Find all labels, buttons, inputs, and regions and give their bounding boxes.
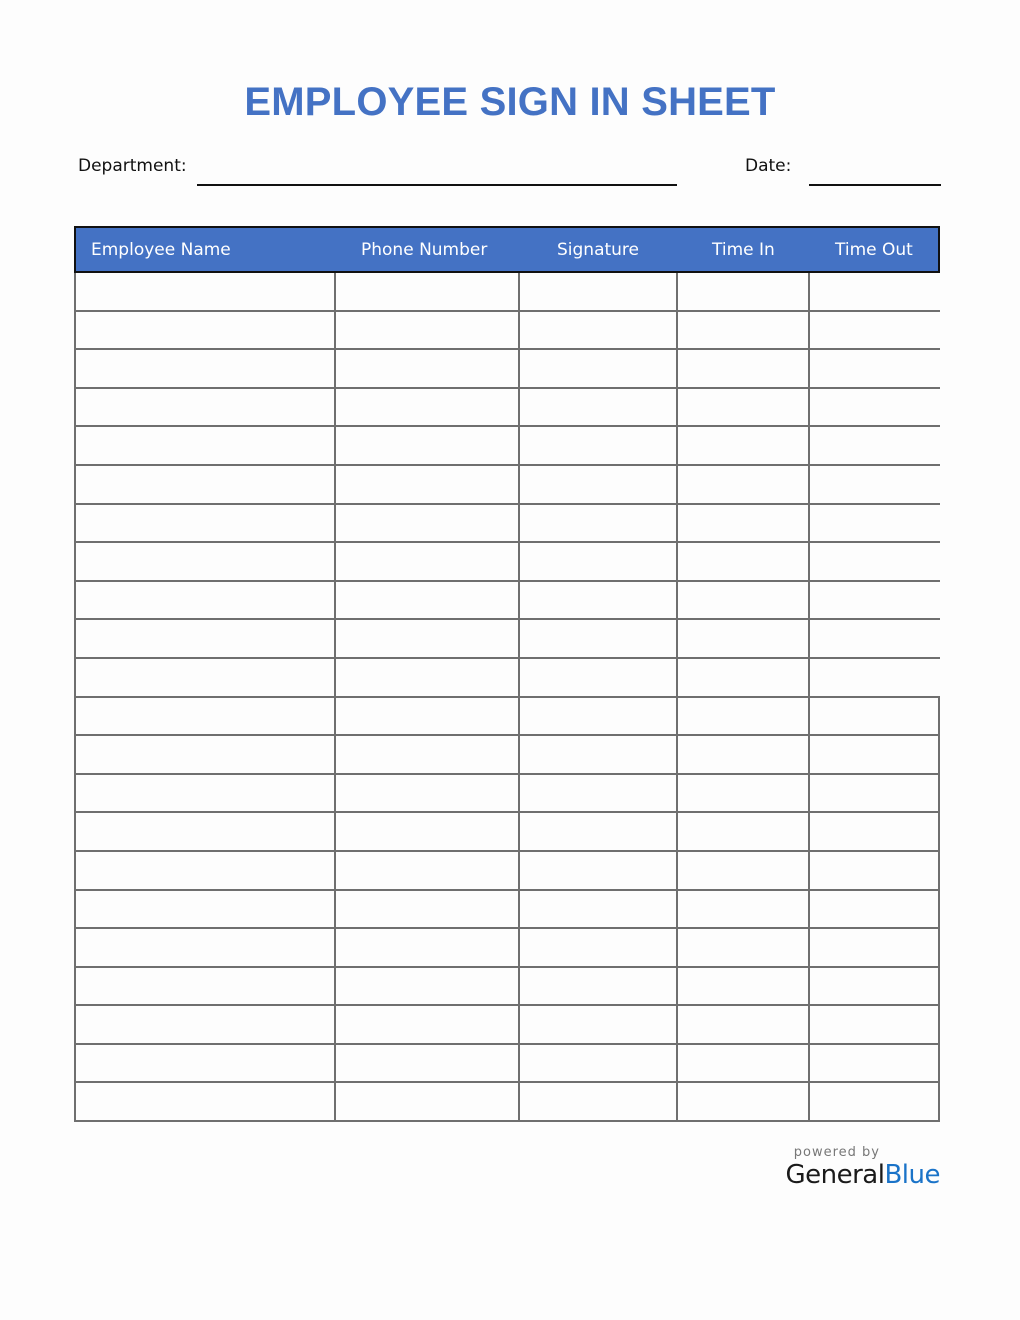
- cell-employee-name[interactable]: [74, 698, 334, 737]
- row-right-border: [938, 852, 940, 891]
- table-row: [74, 929, 940, 968]
- table-row: [74, 312, 940, 351]
- cell-phone-number[interactable]: [334, 466, 518, 505]
- cell-time-in[interactable]: [676, 813, 808, 852]
- table-row: [74, 273, 940, 312]
- row-right-border: [938, 929, 940, 968]
- cell-employee-name[interactable]: [74, 736, 334, 775]
- generalblue-logo: GeneralBlue: [785, 1160, 940, 1190]
- row-right-border: [938, 968, 940, 1007]
- cell-phone-number[interactable]: [334, 852, 518, 891]
- cell-signature[interactable]: [518, 813, 676, 852]
- cell-time-in[interactable]: [676, 427, 808, 466]
- cell-signature[interactable]: [518, 543, 676, 582]
- cell-employee-name[interactable]: [74, 389, 334, 428]
- cell-phone-number[interactable]: [334, 891, 518, 930]
- table-row: [74, 698, 940, 737]
- row-right-border: [938, 1083, 940, 1122]
- table-row: [74, 543, 940, 582]
- cell-employee-name[interactable]: [74, 427, 334, 466]
- cell-time-out[interactable]: [808, 427, 940, 466]
- cell-employee-name[interactable]: [74, 582, 334, 621]
- cell-signature[interactable]: [518, 1083, 676, 1122]
- cell-time-in[interactable]: [676, 582, 808, 621]
- cell-phone-number[interactable]: [334, 389, 518, 428]
- cell-signature[interactable]: [518, 582, 676, 621]
- cell-time-out[interactable]: [808, 968, 940, 1007]
- cell-phone-number[interactable]: [334, 929, 518, 968]
- cell-time-out[interactable]: [808, 466, 940, 505]
- row-right-border: [938, 775, 940, 814]
- cell-time-out[interactable]: [808, 891, 940, 930]
- cell-time-in[interactable]: [676, 273, 808, 312]
- cell-signature[interactable]: [518, 929, 676, 968]
- cell-time-in[interactable]: [676, 891, 808, 930]
- sign-in-table: [74, 226, 940, 1122]
- page-title: EMPLOYEE SIGN IN SHEET: [244, 80, 776, 124]
- cell-time-in[interactable]: [676, 1083, 808, 1122]
- table-row: [74, 659, 940, 698]
- cell-employee-name[interactable]: [74, 273, 334, 312]
- table-row: [74, 968, 940, 1007]
- cell-signature[interactable]: [518, 775, 676, 814]
- cell-phone-number[interactable]: [334, 582, 518, 621]
- row-right-border: [938, 698, 940, 737]
- cell-employee-name[interactable]: [74, 929, 334, 968]
- cell-signature[interactable]: [518, 1045, 676, 1084]
- cell-time-out[interactable]: [808, 312, 940, 351]
- column-header-phone-number: Phone Number: [361, 240, 488, 260]
- cell-phone-number[interactable]: [334, 620, 518, 659]
- cell-time-in[interactable]: [676, 505, 808, 544]
- table-row: [74, 620, 940, 659]
- cell-time-out[interactable]: [808, 620, 940, 659]
- cell-time-out[interactable]: [808, 543, 940, 582]
- cell-time-out[interactable]: [808, 852, 940, 891]
- cell-time-out[interactable]: [808, 1045, 940, 1084]
- cell-signature[interactable]: [518, 698, 676, 737]
- row-right-border: [938, 736, 940, 775]
- cell-time-out[interactable]: [808, 582, 940, 621]
- table-row: [74, 775, 940, 814]
- date-label: Date:: [745, 156, 792, 176]
- cell-signature[interactable]: [518, 466, 676, 505]
- cell-phone-number[interactable]: [334, 1045, 518, 1084]
- table-row: [74, 736, 940, 775]
- department-label: Department:: [78, 156, 187, 176]
- row-right-border: [938, 1006, 940, 1045]
- cell-signature[interactable]: [518, 350, 676, 389]
- table-row: [74, 466, 940, 505]
- table-row: [74, 427, 940, 466]
- cell-signature[interactable]: [518, 620, 676, 659]
- cell-time-in[interactable]: [676, 312, 808, 351]
- cell-time-out[interactable]: [808, 1006, 940, 1045]
- cell-signature[interactable]: [518, 312, 676, 351]
- cell-employee-name[interactable]: [74, 1006, 334, 1045]
- cell-employee-name[interactable]: [74, 505, 334, 544]
- cell-time-in[interactable]: [676, 698, 808, 737]
- cell-employee-name[interactable]: [74, 466, 334, 505]
- cell-time-in[interactable]: [676, 1006, 808, 1045]
- cell-time-out[interactable]: [808, 929, 940, 968]
- cell-time-in[interactable]: [676, 350, 808, 389]
- cell-phone-number[interactable]: [334, 968, 518, 1007]
- cell-signature[interactable]: [518, 891, 676, 930]
- table-row: [74, 389, 940, 428]
- cell-employee-name[interactable]: [74, 620, 334, 659]
- department-field[interactable]: [197, 184, 677, 186]
- cell-time-in[interactable]: [676, 775, 808, 814]
- date-field[interactable]: [809, 184, 941, 186]
- cell-time-in[interactable]: [676, 466, 808, 505]
- cell-signature[interactable]: [518, 273, 676, 312]
- cell-time-out[interactable]: [808, 505, 940, 544]
- cell-time-in[interactable]: [676, 852, 808, 891]
- cell-phone-number[interactable]: [334, 312, 518, 351]
- column-header-time-out: Time Out: [835, 240, 913, 260]
- cell-time-in[interactable]: [676, 659, 808, 698]
- cell-employee-name[interactable]: [74, 543, 334, 582]
- cell-time-in[interactable]: [676, 736, 808, 775]
- cell-signature[interactable]: [518, 852, 676, 891]
- cell-time-out[interactable]: [808, 698, 940, 737]
- cell-employee-name[interactable]: [74, 312, 334, 351]
- row-right-border: [938, 813, 940, 852]
- cell-phone-number[interactable]: [334, 1083, 518, 1122]
- column-header-signature: Signature: [557, 240, 640, 260]
- cell-phone-number[interactable]: [334, 698, 518, 737]
- cell-signature[interactable]: [518, 505, 676, 544]
- table-row: [74, 1006, 940, 1045]
- cell-phone-number[interactable]: [334, 427, 518, 466]
- cell-time-out[interactable]: [808, 659, 940, 698]
- cell-time-out[interactable]: [808, 813, 940, 852]
- cell-time-out[interactable]: [808, 350, 940, 389]
- cell-phone-number[interactable]: [334, 505, 518, 544]
- cell-time-out[interactable]: [808, 775, 940, 814]
- cell-phone-number[interactable]: [334, 273, 518, 312]
- cell-phone-number[interactable]: [334, 813, 518, 852]
- brand-footer: [785, 1145, 940, 1190]
- cell-employee-name[interactable]: [74, 350, 334, 389]
- table-header: [74, 226, 940, 273]
- cell-employee-name[interactable]: [74, 659, 334, 698]
- cell-time-out[interactable]: [808, 273, 940, 312]
- powered-by-text: powered by: [793, 1145, 880, 1160]
- table-row: [74, 505, 940, 544]
- cell-employee-name[interactable]: [74, 775, 334, 814]
- cell-time-in[interactable]: [676, 620, 808, 659]
- cell-signature[interactable]: [518, 1006, 676, 1045]
- cell-employee-name[interactable]: [74, 813, 334, 852]
- row-right-border: [938, 1045, 940, 1084]
- cell-signature[interactable]: [518, 389, 676, 428]
- table-row: [74, 350, 940, 389]
- cell-signature[interactable]: [518, 659, 676, 698]
- cell-time-out[interactable]: [808, 736, 940, 775]
- cell-time-in[interactable]: [676, 1045, 808, 1084]
- table-row: [74, 891, 940, 930]
- cell-phone-number[interactable]: [334, 659, 518, 698]
- cell-time-in[interactable]: [676, 543, 808, 582]
- table-row: [74, 582, 940, 621]
- table-row: [74, 813, 940, 852]
- row-right-border: [938, 891, 940, 930]
- cell-time-in[interactable]: [676, 968, 808, 1007]
- table-row: [74, 1045, 940, 1084]
- table-row: [74, 852, 940, 891]
- cell-time-out[interactable]: [808, 389, 940, 428]
- cell-signature[interactable]: [518, 968, 676, 1007]
- cell-phone-number[interactable]: [334, 736, 518, 775]
- cell-employee-name[interactable]: [74, 852, 334, 891]
- cell-signature[interactable]: [518, 736, 676, 775]
- column-header-employee-name: Employee Name: [91, 240, 231, 260]
- cell-phone-number[interactable]: [334, 1006, 518, 1045]
- cell-time-in[interactable]: [676, 929, 808, 968]
- cell-time-out[interactable]: [808, 1083, 940, 1122]
- cell-employee-name[interactable]: [74, 1045, 334, 1084]
- cell-phone-number[interactable]: [334, 350, 518, 389]
- cell-signature[interactable]: [518, 427, 676, 466]
- table-row: [74, 1083, 940, 1122]
- cell-phone-number[interactable]: [334, 543, 518, 582]
- cell-employee-name[interactable]: [74, 891, 334, 930]
- cell-employee-name[interactable]: [74, 968, 334, 1007]
- table-body: [74, 273, 940, 1122]
- cell-employee-name[interactable]: [74, 1083, 334, 1122]
- column-header-time-in: Time In: [712, 240, 775, 260]
- cell-time-in[interactable]: [676, 389, 808, 428]
- cell-phone-number[interactable]: [334, 775, 518, 814]
